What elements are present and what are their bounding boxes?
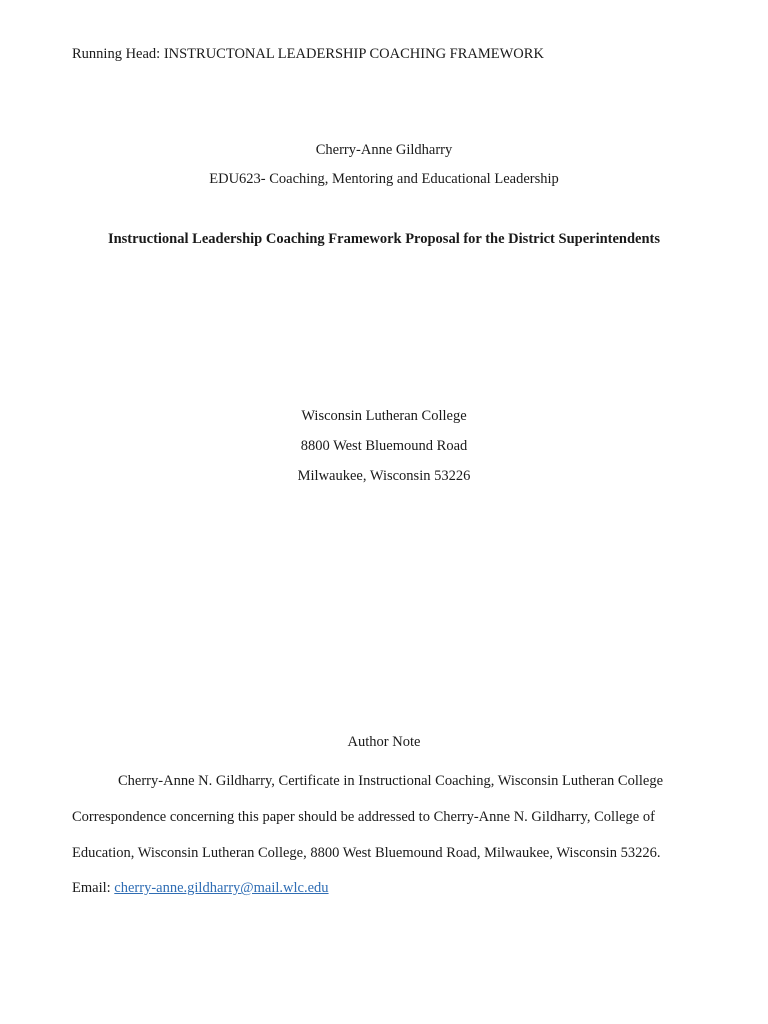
author-note-line-2: Correspondence concerning this paper should be addressed to Cherry-Anne N. Gildharry, College of <box>72 809 655 825</box>
course-line: EDU623- Coaching, Mentoring and Educational Leadership <box>209 171 559 187</box>
author-name: Cherry-Anne Gildharry <box>315 142 453 158</box>
email-label: Email: <box>72 880 115 896</box>
author-note-heading: Author Note <box>347 734 421 750</box>
institution-city: Milwaukee, Wisconsin 53226 <box>297 468 471 484</box>
author-note-line-3: Education, Wisconsin Lutheran College, 8800 West Bluemound Road, Milwaukee, Wisconsin 53226. <box>72 845 661 861</box>
institution-street: 8800 West Bluemound Road <box>300 438 468 454</box>
email-link[interactable]: cherry-anne.gildharry@mail.wlc.edu <box>114 880 329 896</box>
author-note-line-1: Cherry-Anne N. Gildharry, Certificate in Instructional Coaching, Wisconsin Lutheran College <box>118 773 664 789</box>
institution-name: Wisconsin Lutheran College <box>301 408 467 424</box>
paper-title: Instructional Leadership Coaching Framework Proposal for the District Superintendents <box>107 231 661 247</box>
running-head: Running Head: INSTRUCTONAL LEADERSHIP COACHING FRAMEWORK <box>72 46 544 62</box>
email-line <box>72 880 329 897</box>
